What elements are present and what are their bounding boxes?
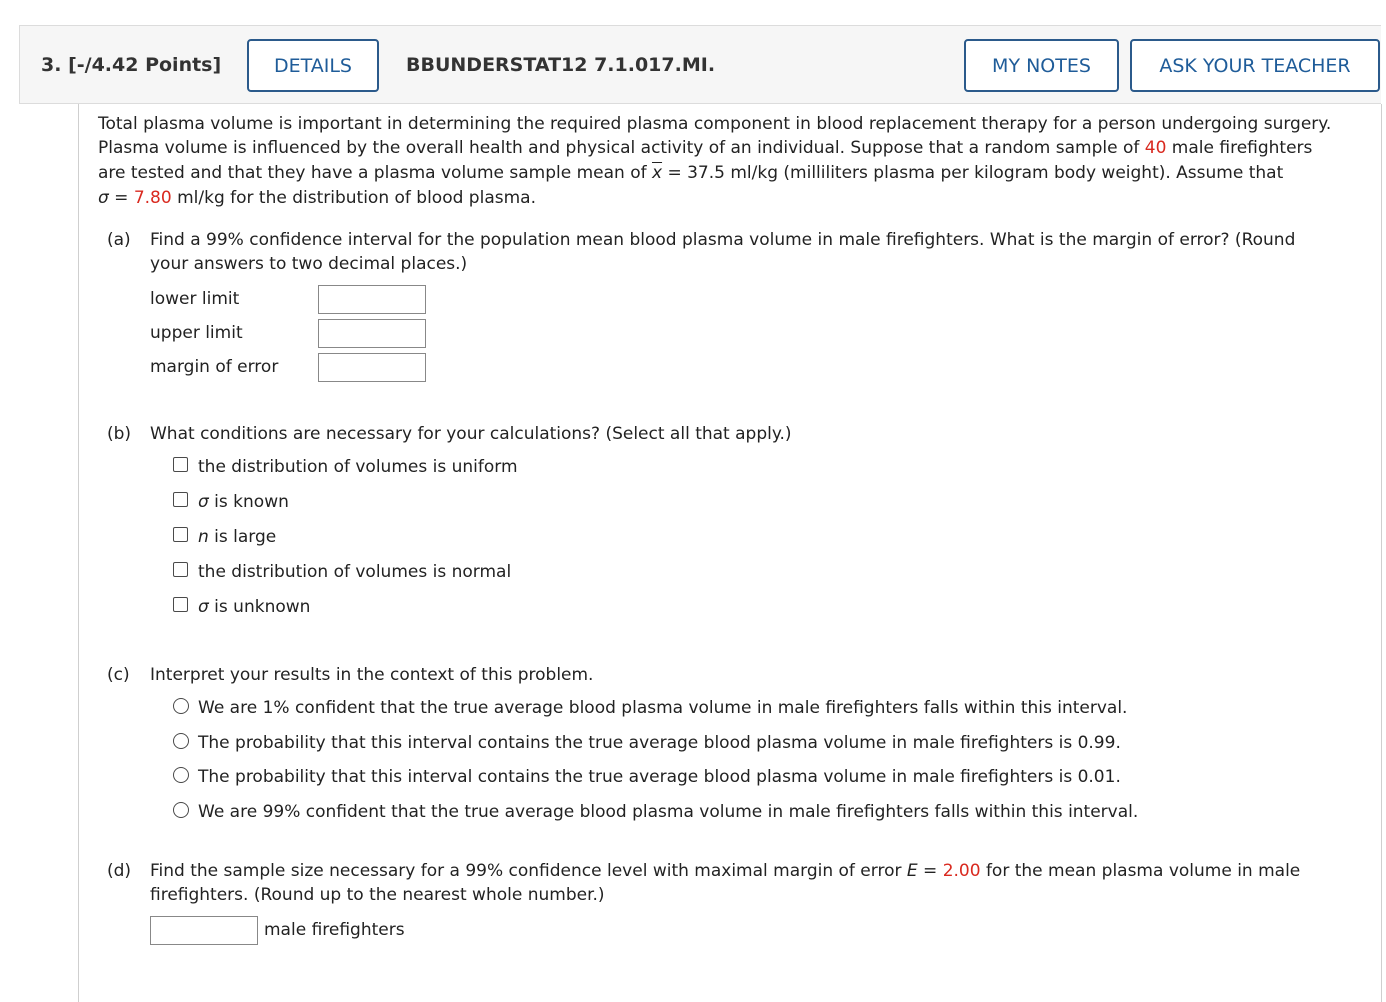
radio-probability-0-99[interactable] <box>173 733 189 749</box>
option-c1-label: We are 1% confident that the true average blood plasma volume in male firefighters falls within this interval. <box>198 698 1128 718</box>
part-d-label: (d) <box>107 861 132 881</box>
part-d-question-line-2: firefighters. (Round up to the nearest whole number.) <box>150 885 605 905</box>
xbar-symbol: $\overline{x}$ <box>651 163 663 183</box>
checkbox-normal[interactable] <box>173 562 188 577</box>
intro-line-3: are tested and that they have a plasma volume sample mean of $\overline{x} = 37.5$ ml/kg (milliliters plasma per kilogram body weight). Assume that <box>98 163 1284 183</box>
part-c-label: (c) <box>107 665 130 685</box>
radio-1-percent-confident[interactable] <box>173 698 189 714</box>
checkbox-sigma-known[interactable] <box>173 492 188 507</box>
checkbox-n-large[interactable] <box>173 527 188 542</box>
question-number: 3. [-/4.42 Points] <box>41 54 222 76</box>
details-button[interactable]: DETAILS <box>247 39 379 92</box>
question-header <box>19 25 1381 104</box>
sample-size-value: 40 <box>1144 138 1167 158</box>
my-notes-button[interactable]: MY NOTES <box>964 39 1119 92</box>
option-normal-label: the distribution of volumes is normal <box>198 562 512 582</box>
intro-line-4: σ = 7.80 ml/kg for the distribution of blood plasma. <box>98 188 536 208</box>
part-b-question: What conditions are necessary for your calculations? (Select all that apply.) <box>150 424 792 444</box>
checkbox-uniform[interactable] <box>173 457 188 472</box>
part-a-label: (a) <box>107 230 131 250</box>
sigma-value: 7.80 <box>133 188 172 208</box>
margin-e-value: 2.00 <box>942 861 981 881</box>
option-c4-label: We are 99% confident that the true average blood plasma volume in male firefighters falls within this interval. <box>198 802 1139 822</box>
radio-99-percent-confident[interactable] <box>173 802 189 818</box>
option-sigma-unknown-label: σ is unknown <box>198 597 311 617</box>
margin-of-error-input[interactable] <box>318 353 426 382</box>
part-b-label: (b) <box>107 424 132 444</box>
problem-code: BBUNDERSTAT12 7.1.017.MI. <box>406 54 716 76</box>
part-c-question: Interpret your results in the context of this problem. <box>150 665 594 685</box>
margin-of-error-label: margin of error <box>150 357 279 377</box>
option-uniform-label: the distribution of volumes is uniform <box>198 457 518 477</box>
intro-line-1: Total plasma volume is important in determining the required plasma component in blood replacement therapy for a person undergoing surgery. <box>98 114 1332 134</box>
checkbox-sigma-unknown[interactable] <box>173 597 188 612</box>
upper-limit-label: upper limit <box>150 323 243 343</box>
content-right-border <box>1381 104 1382 1002</box>
content-left-border <box>78 104 79 1002</box>
radio-probability-0-01[interactable] <box>173 767 189 783</box>
part-a-question-line-1: Find a 99% confidence interval for the population mean blood plasma volume in male firefighters. What is the margin of error? (Round <box>150 230 1296 250</box>
part-a-question-line-2: your answers to two decimal places.) <box>150 254 468 274</box>
lower-limit-input[interactable] <box>318 285 426 314</box>
lower-limit-label: lower limit <box>150 289 240 309</box>
option-sigma-known-label: σ is known <box>198 492 289 512</box>
option-n-large-label: n is large <box>198 527 277 547</box>
sample-size-unit-label: male firefighters <box>264 920 405 940</box>
option-c2-label: The probability that this interval contains the true average blood plasma volume in male firefighters is 0.99. <box>198 733 1121 753</box>
intro-line-2: Plasma volume is influenced by the overall health and physical activity of an individual. Suppose that a random sample of 40 male firefighters <box>98 138 1313 158</box>
option-c3-label: The probability that this interval contains the true average blood plasma volume in male firefighters is 0.01. <box>198 767 1121 787</box>
upper-limit-input[interactable] <box>318 319 426 348</box>
sample-size-input[interactable] <box>150 916 258 945</box>
part-d-question-line-1: Find the sample size necessary for a 99% confidence level with maximal margin of error E = 2.00 for the mean plasma volume in male <box>150 861 1301 881</box>
ask-your-teacher-button[interactable]: ASK YOUR TEACHER <box>1130 39 1380 92</box>
